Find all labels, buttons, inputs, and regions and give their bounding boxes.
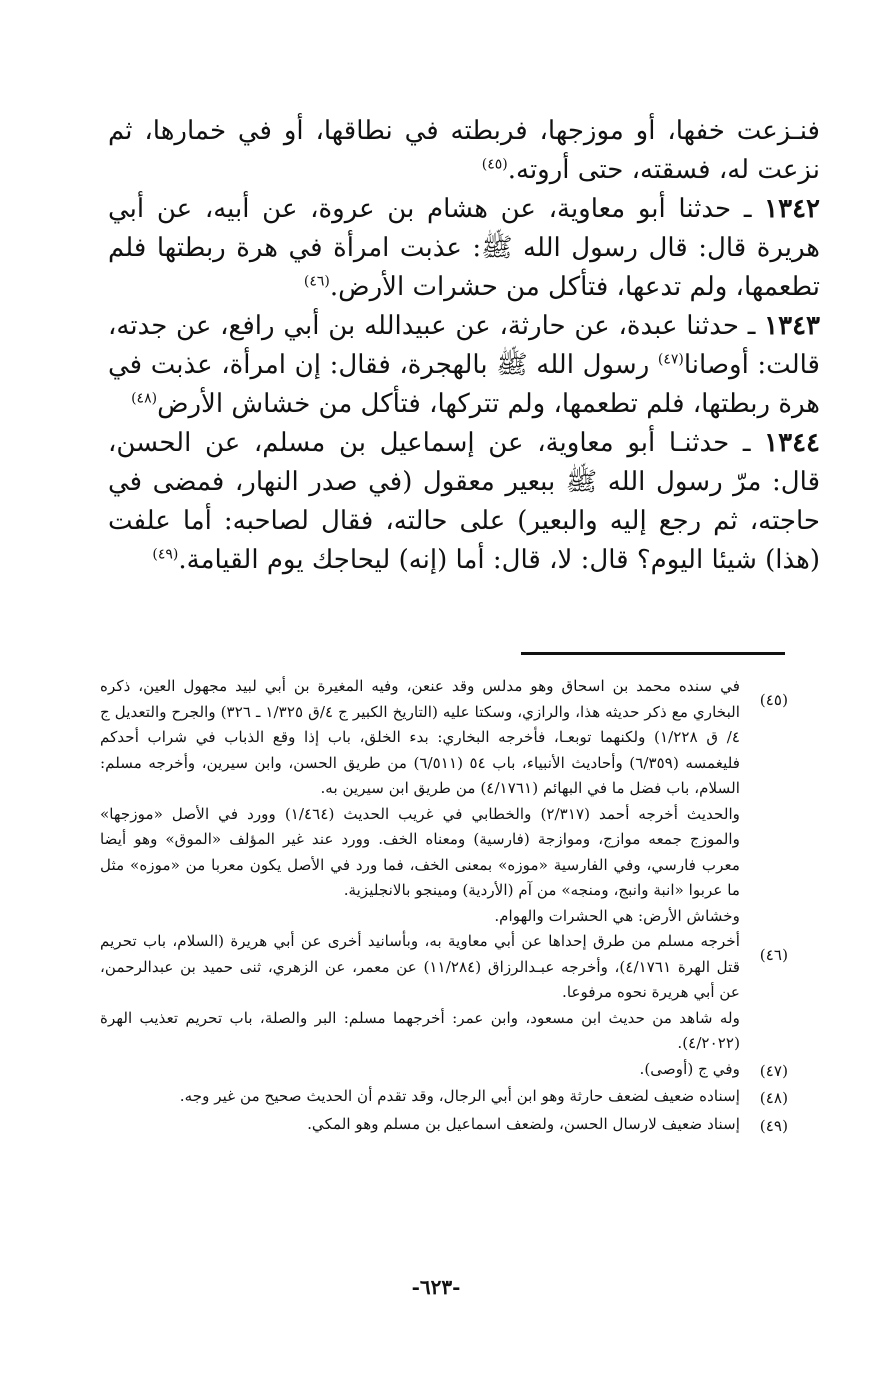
footnote-ref-45: (٤٥) (481, 156, 508, 173)
footnote-number: (٤٦) (759, 946, 788, 964)
page-number: -٦٢٣- (411, 1275, 461, 1299)
footnote-number: (٤٨) (759, 1089, 788, 1107)
footnote-48 (100, 1084, 788, 1112)
hadith-number: ١٣٤٢ (764, 194, 820, 224)
hadith-1344 (108, 424, 820, 580)
footnote-47 (100, 1057, 788, 1085)
paragraph-text: فنـزعت خفها، أو موزجها، فربطته في نطاقها، أو في خمارها، ثم نزعت له، فسقته، حتى أروته. (108, 116, 820, 185)
footnote-separator (521, 652, 785, 655)
footnote-body (100, 1057, 740, 1083)
hadith-text: ـ حدثنا عبدة، عن حارثة، عن عبيدالله بن أبي رافع، عن جدته، قالت: أوصانا (108, 311, 820, 380)
footnote-paragraph: أخرجه مسلم من طرق إحداها عن أبي معاوية به، وبأسانيد أخرى عن أبي هريرة (السلام، باب تحريم قتل الهرة ٤/١٧٦١)، وأخرجه عبـدالرزاق (١١/٢٨٤) عن معمر، عن الزهري، ثنى حميد بن عبدالرحمن، عن أبي هريرة نحوه مرفوعا. (100, 932, 740, 1001)
footnote-body (100, 1084, 740, 1110)
footnote-ref-46: (٤٦) (303, 273, 330, 290)
main-text (108, 112, 820, 580)
footnote-body (100, 1112, 740, 1138)
footnote-paragraph: والحديث أخرجه أحمد (٢/٣١٧) والخطابي في غريب الحديث (١/٤٦٤) وورد في الأصل «موزجها» والموزج جمعه موازج، وموازجة (فارسية) ومعناه الخف. وورد عند غير المؤلف «الموق» وهو أيضا معرب فارسي، وفي الفارسية «موزه» بمعنى الخف، فما ورد في الأصل يكون معربا من «موزه» مثل ما عربوا «انبة وانبج، ومنجه» من آم (الأردية) ومينجو بالانجليزية. (100, 804, 740, 899)
hadith-number: ١٣٤٤ (764, 428, 820, 458)
footnote-paragraph: في سنده محمد بن اسحاق وهو مدلس وقد عنعن، وفيه المغيرة بن أبي لبيد مجهول العين، ذكره البخاري مع ذكر حديثه هذا، والرازي، وسكتا عليه (التاريخ الكبير ج ٤/ق ١/٣٢٥ ـ ٣٢٦) والجرح والتعديل ج ٤/ ق ١/٢٢٨) ولكنهما توبعـا، فأخرجه البخاري: بدء الخلق، باب إذا وقع الذباب في شراب أحدكم فليغمسه (٦/٣٥٩) وأحاديث الأنبياء، باب ٥٤ (٦/٥١١) من طريق الحسن، وابن سيرين، وأخرجه مسلم: السلام، باب فضل ما في البهائم (٤/١٧٦١) من طريق ابن سيرين به. (100, 677, 740, 797)
footnote-body (100, 674, 740, 929)
footnote-paragraph: إسناد ضعيف لارسال الحسن، ولضعف اسماعيل بن مسلم وهو المكي. (307, 1114, 740, 1133)
footnote-paragraph: إسناده ضعيف لضعف حارثة وهو ابن أبي الرجال، وقد تقدم أن الحديث صحيح من غير وجه. (179, 1087, 740, 1105)
footnote-ref-48: (٤٨) (131, 390, 158, 407)
footnote-number: (٤٩) (759, 1116, 788, 1135)
footnote-paragraph: وله شاهد من حديث ابن مسعود، وابن عمر: أخرجهما مسلم: البر والصلة، باب تحريم تعذيب الهرة (٤/٢٠٢٢). (100, 1008, 740, 1052)
footnote-paragraph: وخشاش الأرض: هي الحشرات والهوام. (494, 906, 740, 925)
hadith-text: ـ حدثنـا أبو معاوية، عن إسماعيل بن مسلم، عن الحسن، قال: مرّ رسول الله ﷺ ببعير معقول (في صدر النهار، فمضى في حاجته، ثم رجع إليه والبعير) على حالته، فقال لصاحبه: أما علفت (هذا) شيئا اليوم؟ قال: لا، قال: أما (إنه) ليحاجك يوم القيامة. (108, 428, 820, 575)
footnote-46 (100, 929, 788, 1057)
footnote-ref-49: (٤٩) (152, 546, 179, 563)
footnote-number: (٤٥) (759, 691, 788, 709)
hadith-1342 (108, 190, 820, 307)
footnote-body (100, 929, 740, 1057)
hadith-text: ـ حدثنا أبو معاوية، عن هشام بن عروة، عن أبيه، عن أبي هريرة قال: قال رسول الله ﷺ: عذبت امرأة في هرة ربطتها فلم تطعمها، ولم تدعها، فتأكل من حشرات الأرض. (108, 194, 820, 302)
footnote-49 (100, 1112, 788, 1140)
footnote-ref-47: (٤٧) (657, 351, 684, 368)
footnote-number: (٤٧) (759, 1061, 788, 1080)
hadith-text: رسول الله ﷺ بالهجرة، فقال: إن امرأة، عذبت في هرة ربطتها، فلم تطعمها، ولم تتركها، فتأكل من خشاش الأرض (108, 350, 820, 419)
hadith-number: ١٣٤٣ (764, 311, 820, 341)
hadith-1343 (108, 307, 820, 424)
footnote-paragraph: وفي ج (أوصى). (639, 1059, 740, 1078)
paragraph-continuation (108, 112, 820, 190)
footnote-45 (100, 674, 788, 929)
footnotes (100, 674, 788, 1139)
